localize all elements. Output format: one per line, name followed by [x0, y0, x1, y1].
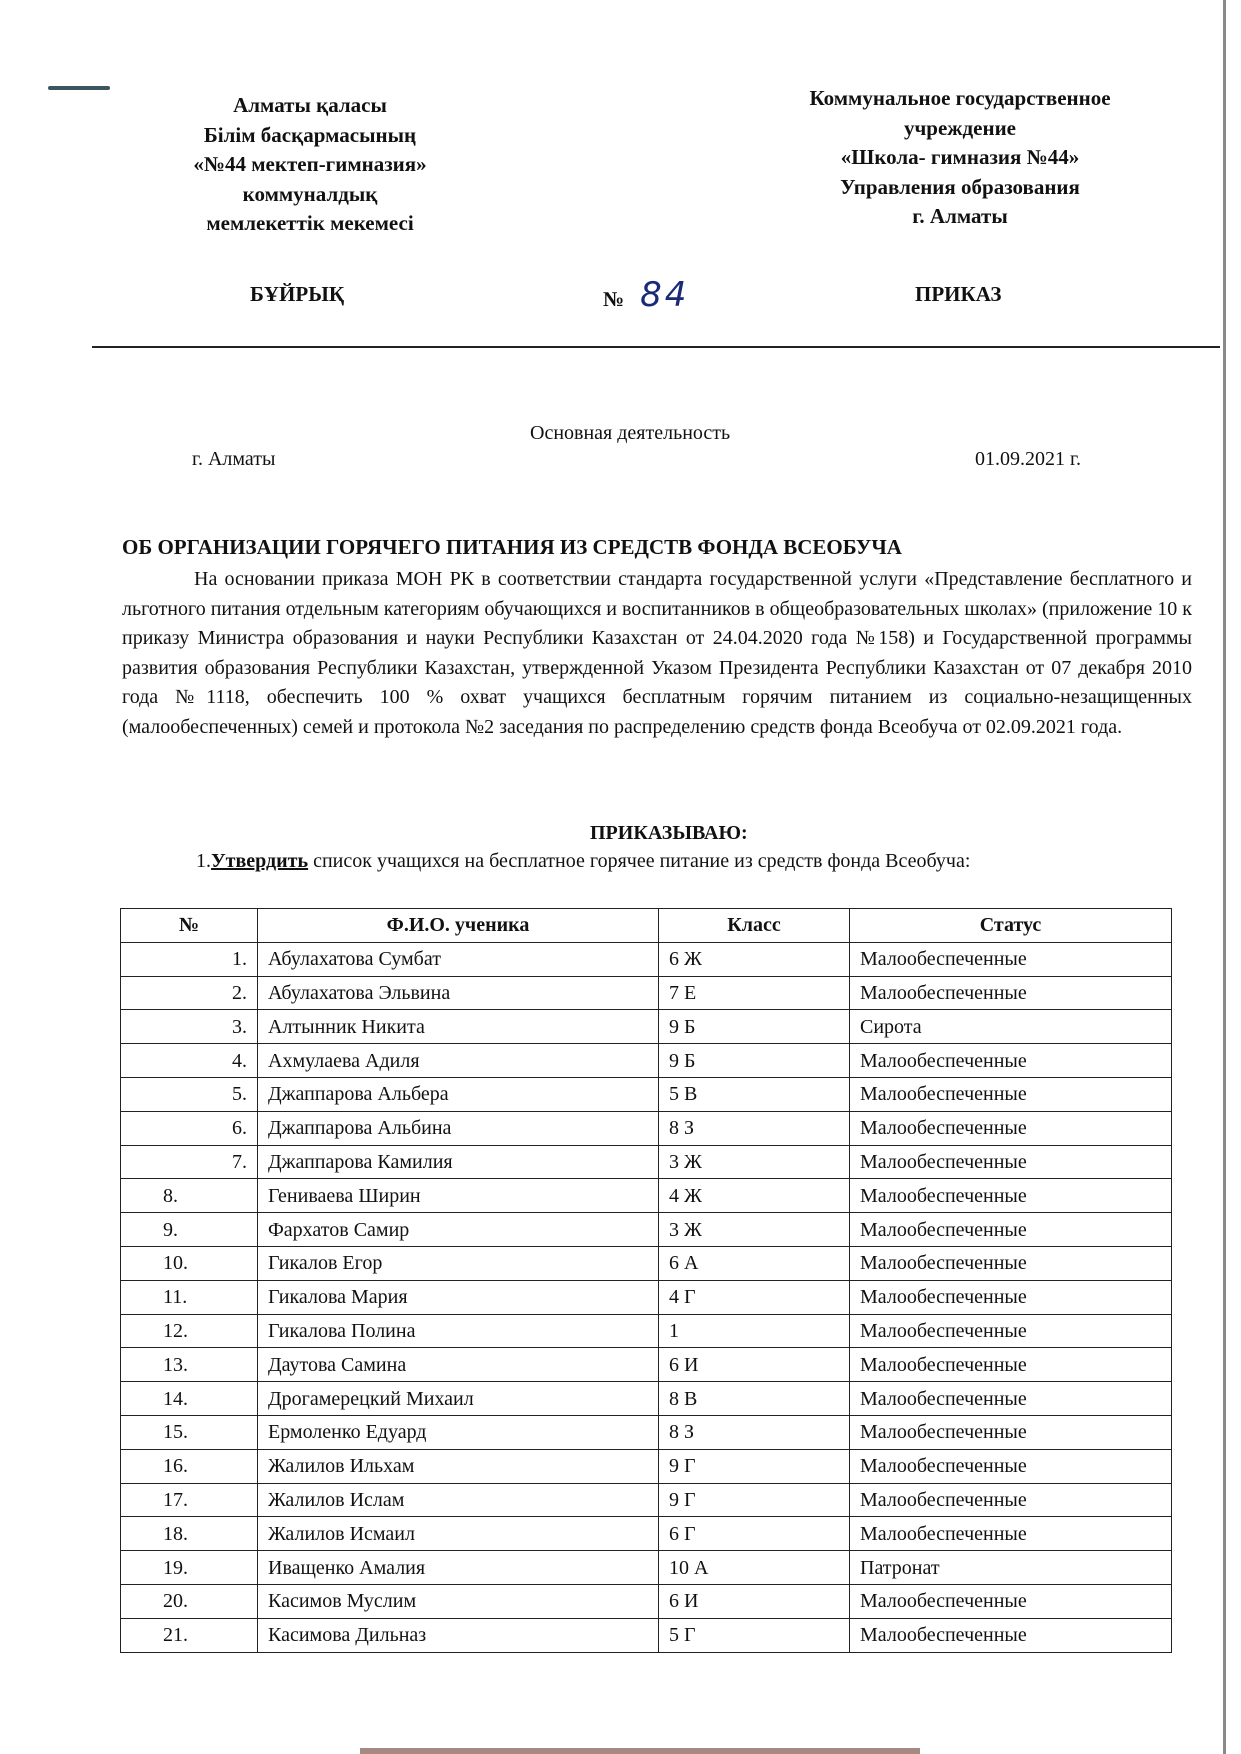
student-name: Жалилов Исмаил	[258, 1517, 659, 1551]
student-name: Гикалова Мария	[258, 1280, 659, 1314]
student-name: Жалилов Ильхам	[258, 1449, 659, 1483]
student-status: Малообеспеченные	[850, 1314, 1172, 1348]
student-name: Джаппарова Камилия	[258, 1145, 659, 1179]
header-ru-line: учреждение	[903, 115, 1017, 140]
student-class: 8 З	[659, 1111, 850, 1145]
row-number: 20.	[121, 1584, 258, 1618]
student-name: Даутова Самина	[258, 1348, 659, 1382]
student-name: Джаппарова Альбера	[258, 1077, 659, 1111]
table-row	[121, 1517, 1172, 1551]
student-class: 8 З	[659, 1415, 850, 1449]
student-status: Малообеспеченные	[850, 1415, 1172, 1449]
student-class: 5 Г	[659, 1618, 850, 1652]
table-row	[121, 1618, 1172, 1652]
student-class: 3 Ж	[659, 1145, 850, 1179]
student-name: Касимова Дильназ	[258, 1618, 659, 1652]
row-number: 1.	[121, 942, 258, 976]
student-class: 9 Г	[659, 1483, 850, 1517]
student-status: Малообеспеченные	[850, 1348, 1172, 1382]
student-name: Иващенко Амалия	[258, 1551, 659, 1585]
student-name: Гикалов Егор	[258, 1246, 659, 1280]
student-name: Жалилов Ислам	[258, 1483, 659, 1517]
row-number: 6.	[121, 1111, 258, 1145]
table-row	[121, 1551, 1172, 1585]
activity-type: Основная деятельность	[530, 422, 731, 444]
student-status: Малообеспеченные	[850, 1077, 1172, 1111]
row-number: 19.	[121, 1551, 258, 1585]
header-kz-line: мемлекеттік мекемесі	[206, 211, 414, 235]
student-status: Малообеспеченные	[850, 1280, 1172, 1314]
table-row	[121, 1382, 1172, 1416]
order-item-1	[196, 850, 970, 873]
doc-type-kazakh: БҰЙРЫҚ	[250, 282, 345, 306]
student-class: 4 Ж	[659, 1179, 850, 1213]
order-preamble: На основании приказа МОН РК в соответствии стандарта государственной услуги «Представление бесплатного и льготного питания отдельным категориям обучающихся и воспитанников в общеобразовательных школах» (приложение 10 к приказу Министра образования и науки Республики Казахстан от 24.04.2020 года №158) и Государственной программы развития образования Республики Казахстан, утвержденной Указом Президента Республики Казахстан от 07 декабря 2010 года №1118, обеспечить 100 % охват учащихся бесплатным горячим питанием из социально-незащищенных (малообеспеченных) семей и протокола №2 заседания по распределению средств фонда Всеобуча от 02.09.2021 года.	[122, 568, 1192, 738]
student-status: Малообеспеченные	[850, 1179, 1172, 1213]
row-number: 5.	[121, 1077, 258, 1111]
header-kz-line: «№44 мектеп-гимназия»	[193, 152, 427, 176]
student-status: Малообеспеченные	[850, 1618, 1172, 1652]
table-row	[121, 1280, 1172, 1314]
header-ru-line: Коммунальное государственное	[809, 86, 1111, 110]
scan-artifact-mark	[48, 86, 110, 90]
header-ru-line: г. Алматы	[912, 204, 1008, 228]
student-class: 6 И	[659, 1348, 850, 1382]
table-row	[121, 1246, 1172, 1280]
order-item-prefix: 1.	[196, 850, 211, 872]
student-class: 9 Б	[659, 1044, 850, 1078]
scan-artifact-bottom	[360, 1748, 920, 1754]
row-number: 15.	[121, 1415, 258, 1449]
header-kz-line: Білім басқармасының	[203, 122, 417, 147]
header-russian-institution	[760, 84, 1160, 232]
student-class: 9 Б	[659, 1010, 850, 1044]
student-class: 7 Е	[659, 976, 850, 1010]
row-number: 7.	[121, 1145, 258, 1179]
student-name: Касимов Муслим	[258, 1584, 659, 1618]
student-status: Малообеспеченные	[850, 1246, 1172, 1280]
table-row	[121, 1179, 1172, 1213]
table-row	[121, 1010, 1172, 1044]
row-number: 2.	[121, 976, 258, 1010]
row-number: 9.	[121, 1213, 258, 1247]
student-status: Малообеспеченные	[850, 1044, 1172, 1078]
student-class: 8 В	[659, 1382, 850, 1416]
student-name: Фархатов Самир	[258, 1213, 659, 1247]
table-row	[121, 1415, 1172, 1449]
student-status: Малообеспеченные	[850, 976, 1172, 1010]
student-name: Гикалова Полина	[258, 1314, 659, 1348]
column-header-class: Класс	[659, 909, 850, 943]
student-name: Джаппарова Альбина	[258, 1111, 659, 1145]
row-number: 17.	[121, 1483, 258, 1517]
student-name: Абулахатова Эльвина	[258, 976, 659, 1010]
student-class: 6 И	[659, 1584, 850, 1618]
table-row	[121, 976, 1172, 1010]
student-status: Сирота	[850, 1010, 1172, 1044]
student-class: 3 Ж	[659, 1213, 850, 1247]
number-sign: №	[603, 287, 625, 311]
table-row	[121, 1584, 1172, 1618]
header-kz-line: коммуналдық	[242, 181, 378, 206]
column-header-name: Ф.И.О. ученика	[258, 909, 659, 943]
student-status: Малообеспеченные	[850, 942, 1172, 976]
header-ru-line: «Школа- гимназия №44»	[840, 145, 1080, 169]
order-title: ОБ ОРГАНИЗАЦИИ ГОРЯЧЕГО ПИТАНИЯ ИЗ СРЕДСТВ ФОНДА ВСЕОБУЧА	[122, 535, 902, 559]
student-status: Малообеспеченные	[850, 1145, 1172, 1179]
row-number: 8.	[121, 1179, 258, 1213]
scan-page-edge	[1223, 0, 1226, 1754]
students-table	[120, 908, 1172, 1653]
table-row	[121, 1077, 1172, 1111]
student-name: Дрогамерецкий Михаил	[258, 1382, 659, 1416]
row-number: 4.	[121, 1044, 258, 1078]
student-class: 4 Г	[659, 1280, 850, 1314]
order-number	[603, 275, 689, 315]
table-row	[121, 1213, 1172, 1247]
table-row	[121, 1145, 1172, 1179]
row-number: 16.	[121, 1449, 258, 1483]
table-row	[121, 942, 1172, 976]
student-status: Малообеспеченные	[850, 1111, 1172, 1145]
row-number: 11.	[121, 1280, 258, 1314]
student-name: Гениваева Ширин	[258, 1179, 659, 1213]
header-divider	[92, 346, 1220, 348]
table-row	[121, 1044, 1172, 1078]
student-name: Абулахатова Сумбат	[258, 942, 659, 976]
student-status: Малообеспеченные	[850, 1213, 1172, 1247]
table-row	[121, 1348, 1172, 1382]
column-header-status: Статус	[850, 909, 1172, 943]
student-status: Малообеспеченные	[850, 1449, 1172, 1483]
student-name: Ахмулаева Адиля	[258, 1044, 659, 1078]
header-kazakh-institution	[160, 91, 460, 239]
table-row	[121, 1111, 1172, 1145]
row-number: 13.	[121, 1348, 258, 1382]
table-row	[121, 1314, 1172, 1348]
student-class: 1	[659, 1314, 850, 1348]
student-status: Малообеспеченные	[850, 1382, 1172, 1416]
student-status: Малообеспеченные	[850, 1483, 1172, 1517]
order-item-verb: Утвердить	[211, 850, 309, 872]
header-kz-line: Алматы қаласы	[233, 93, 387, 117]
city: г. Алматы	[192, 448, 276, 470]
handwritten-number: 84	[640, 275, 690, 315]
row-number: 10.	[121, 1246, 258, 1280]
table-row	[121, 1449, 1172, 1483]
row-number: 21.	[121, 1618, 258, 1652]
row-number: 14.	[121, 1382, 258, 1416]
row-number: 3.	[121, 1010, 258, 1044]
order-heading: ПРИКАЗЫВАЮ:	[590, 822, 748, 844]
student-class: 5 В	[659, 1077, 850, 1111]
student-class: 10 А	[659, 1551, 850, 1585]
doc-type-russian: ПРИКАЗ	[915, 282, 1002, 306]
student-status: Малообеспеченные	[850, 1584, 1172, 1618]
row-number: 18.	[121, 1517, 258, 1551]
header-ru-line: Управления образования	[840, 174, 1080, 199]
student-name: Алтынник Никита	[258, 1010, 659, 1044]
row-number: 12.	[121, 1314, 258, 1348]
column-header-number: №	[121, 909, 258, 943]
student-class: 9 Г	[659, 1449, 850, 1483]
student-class: 6 Ж	[659, 942, 850, 976]
student-status: Малообеспеченные	[850, 1517, 1172, 1551]
table-row	[121, 1483, 1172, 1517]
student-class: 6 Г	[659, 1517, 850, 1551]
student-class: 6 А	[659, 1246, 850, 1280]
table-header-row	[121, 909, 1172, 943]
student-status: Патронат	[850, 1551, 1172, 1585]
student-name: Ермоленко Едуард	[258, 1415, 659, 1449]
order-date: 01.09.2021 г.	[975, 448, 1081, 470]
order-item-text: список учащихся на бесплатное горячее питание из средств фонда Всеобуча:	[308, 850, 971, 872]
